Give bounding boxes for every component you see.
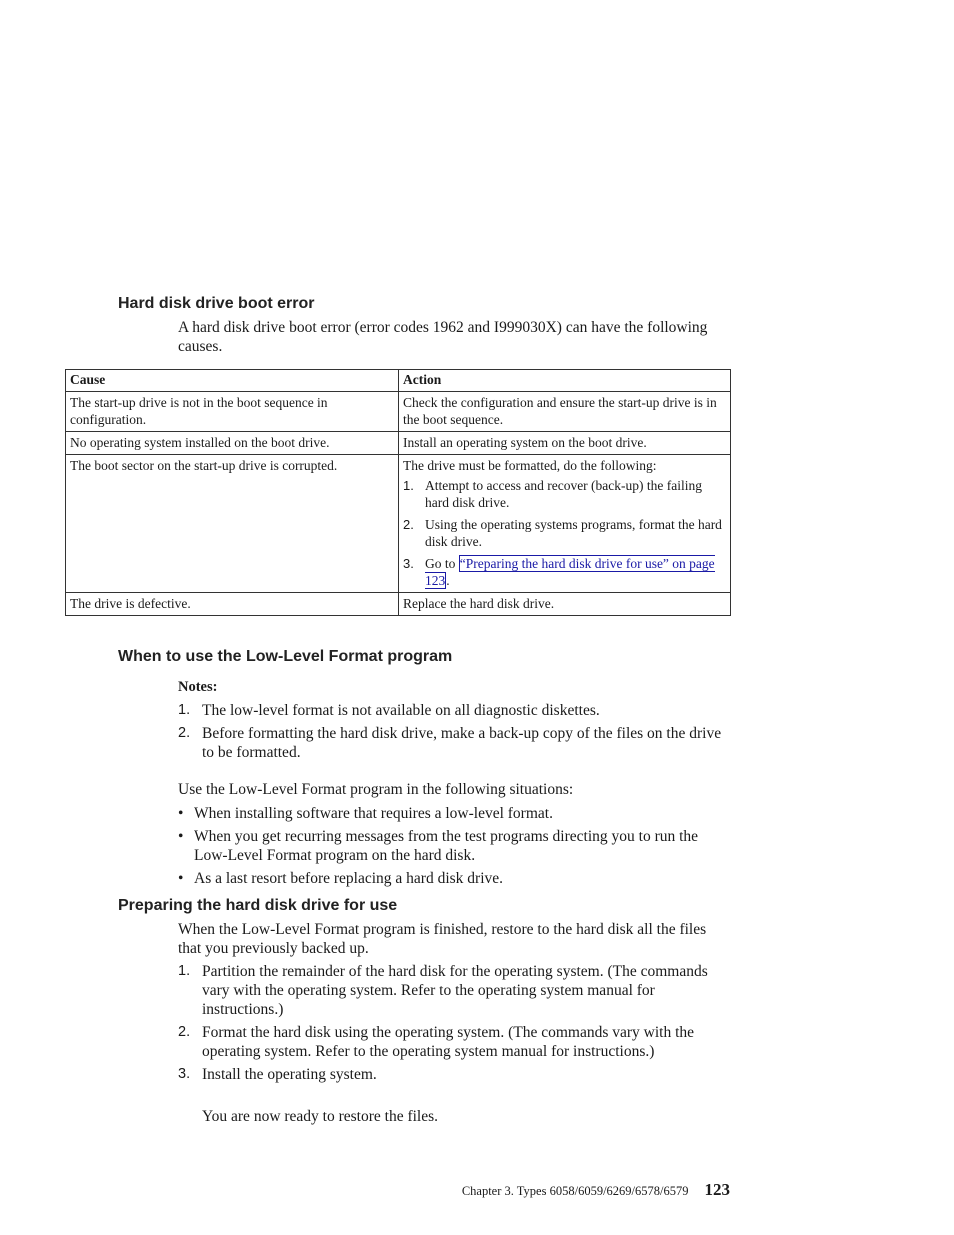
list-item: [403, 516, 726, 550]
boot-error-table: [65, 369, 731, 616]
bullet-text: When installing software that requires a low-level format.: [194, 805, 553, 822]
step-text: Using the operating systems programs, format the hard disk drive.: [425, 517, 722, 549]
usage-bullets: [178, 804, 730, 892]
bullet-text: When you get recurring messages from the test programs directing you to run the Low-Level Format program on the hard disk.: [194, 828, 699, 864]
page-footer: [462, 1180, 730, 1200]
action-intro: The drive must be formatted, do the following:: [403, 458, 657, 473]
list-item: [178, 724, 730, 762]
step-text: Partition the remainder of the hard disk for the operating system. (The commands vary with the operating system. Refer to the operating system manual for instructions.): [202, 963, 708, 1018]
table-row: [66, 432, 731, 455]
note-number: 1.: [178, 702, 191, 718]
step-text: [425, 555, 726, 589]
action-cell: Check the configuration and ensure the start-up drive is in the boot sequence.: [399, 392, 731, 432]
bullet-icon: •: [178, 870, 184, 887]
bullet-icon: •: [178, 828, 184, 845]
notes-list: [178, 701, 730, 766]
action-cell: Replace the hard disk drive.: [399, 593, 731, 616]
step-text: Install the operating system.: [202, 1066, 377, 1083]
list-item: [178, 1065, 730, 1084]
table-header-row: [66, 370, 731, 392]
usage-intro: Use the Low-Level Format program in the following situations:: [178, 781, 574, 798]
boot-error-intro: A hard disk drive boot error (error codes 1962 and I999030X) can have the following causes.: [178, 319, 708, 355]
list-item: [178, 827, 730, 865]
cause-cell: The start-up drive is not in the boot sequence in configuration.: [66, 392, 399, 432]
section-heading-preparing-drive: Preparing the hard disk drive for use: [118, 897, 398, 914]
bullet-text: As a last resort before replacing a hard disk drive.: [194, 870, 504, 887]
list-item: [178, 869, 730, 888]
step-text: Attempt to access and recover (back-up) the failing hard disk drive.: [425, 478, 703, 510]
preparing-intro: When the Low-Level Format program is finished, restore to the hard disk all the files that you previously backed up.: [178, 921, 707, 957]
bullet-icon: •: [178, 805, 184, 822]
note-text: Before formatting the hard disk drive, make a back-up copy of the files on the drive to be formatted.: [202, 725, 722, 761]
list-item: [178, 1023, 730, 1061]
step-text-suffix: .: [446, 573, 450, 588]
step-text-prefix: Go to: [425, 556, 459, 571]
action-cell: Install an operating system on the boot drive.: [399, 432, 731, 455]
section-heading-boot-error: Hard disk drive boot error: [118, 295, 315, 312]
column-header-action: Action: [399, 370, 731, 392]
column-header-cause: Cause: [66, 370, 399, 392]
list-item: [178, 804, 730, 823]
notes-label: Notes:: [178, 679, 218, 695]
step-number: 2.: [403, 517, 414, 532]
list-item: [403, 555, 726, 589]
step-number: 1.: [178, 963, 191, 979]
step-text: Format the hard disk using the operating system. (The commands vary with the operating system. Refer to the operating system manual for instructions.): [202, 1024, 695, 1060]
cause-cell: No operating system installed on the boot drive.: [66, 432, 399, 455]
note-text: The low-level format is not available on all diagnostic diskettes.: [202, 702, 600, 719]
table-row: [66, 593, 731, 616]
chapter-label: Chapter 3. Types 6058/6059/6269/6578/6579: [461, 1184, 689, 1198]
step-number: 2.: [178, 1024, 191, 1040]
list-item: [403, 477, 726, 511]
step-number: 1.: [403, 478, 414, 493]
preparing-drive-link[interactable]: “Preparing the hard disk drive for use” on page 123: [425, 556, 715, 588]
action-steps-list: [403, 477, 726, 589]
step-number: 3.: [403, 556, 414, 571]
action-cell: [399, 455, 731, 593]
step-number: 3.: [178, 1066, 191, 1082]
cause-cell: The boot sector on the start-up drive is corrupted.: [66, 455, 399, 593]
preparing-steps-list: [178, 962, 730, 1088]
list-item: [178, 962, 730, 1019]
table-row: [66, 455, 731, 593]
preparing-closing: You are now ready to restore the files.: [202, 1108, 439, 1125]
cause-cell: The drive is defective.: [66, 593, 399, 616]
list-item: [178, 701, 730, 720]
page-number: 123: [704, 1180, 730, 1199]
section-heading-low-level-format: When to use the Low-Level Format program: [118, 648, 453, 665]
note-number: 2.: [178, 725, 191, 741]
table-row: [66, 392, 731, 432]
